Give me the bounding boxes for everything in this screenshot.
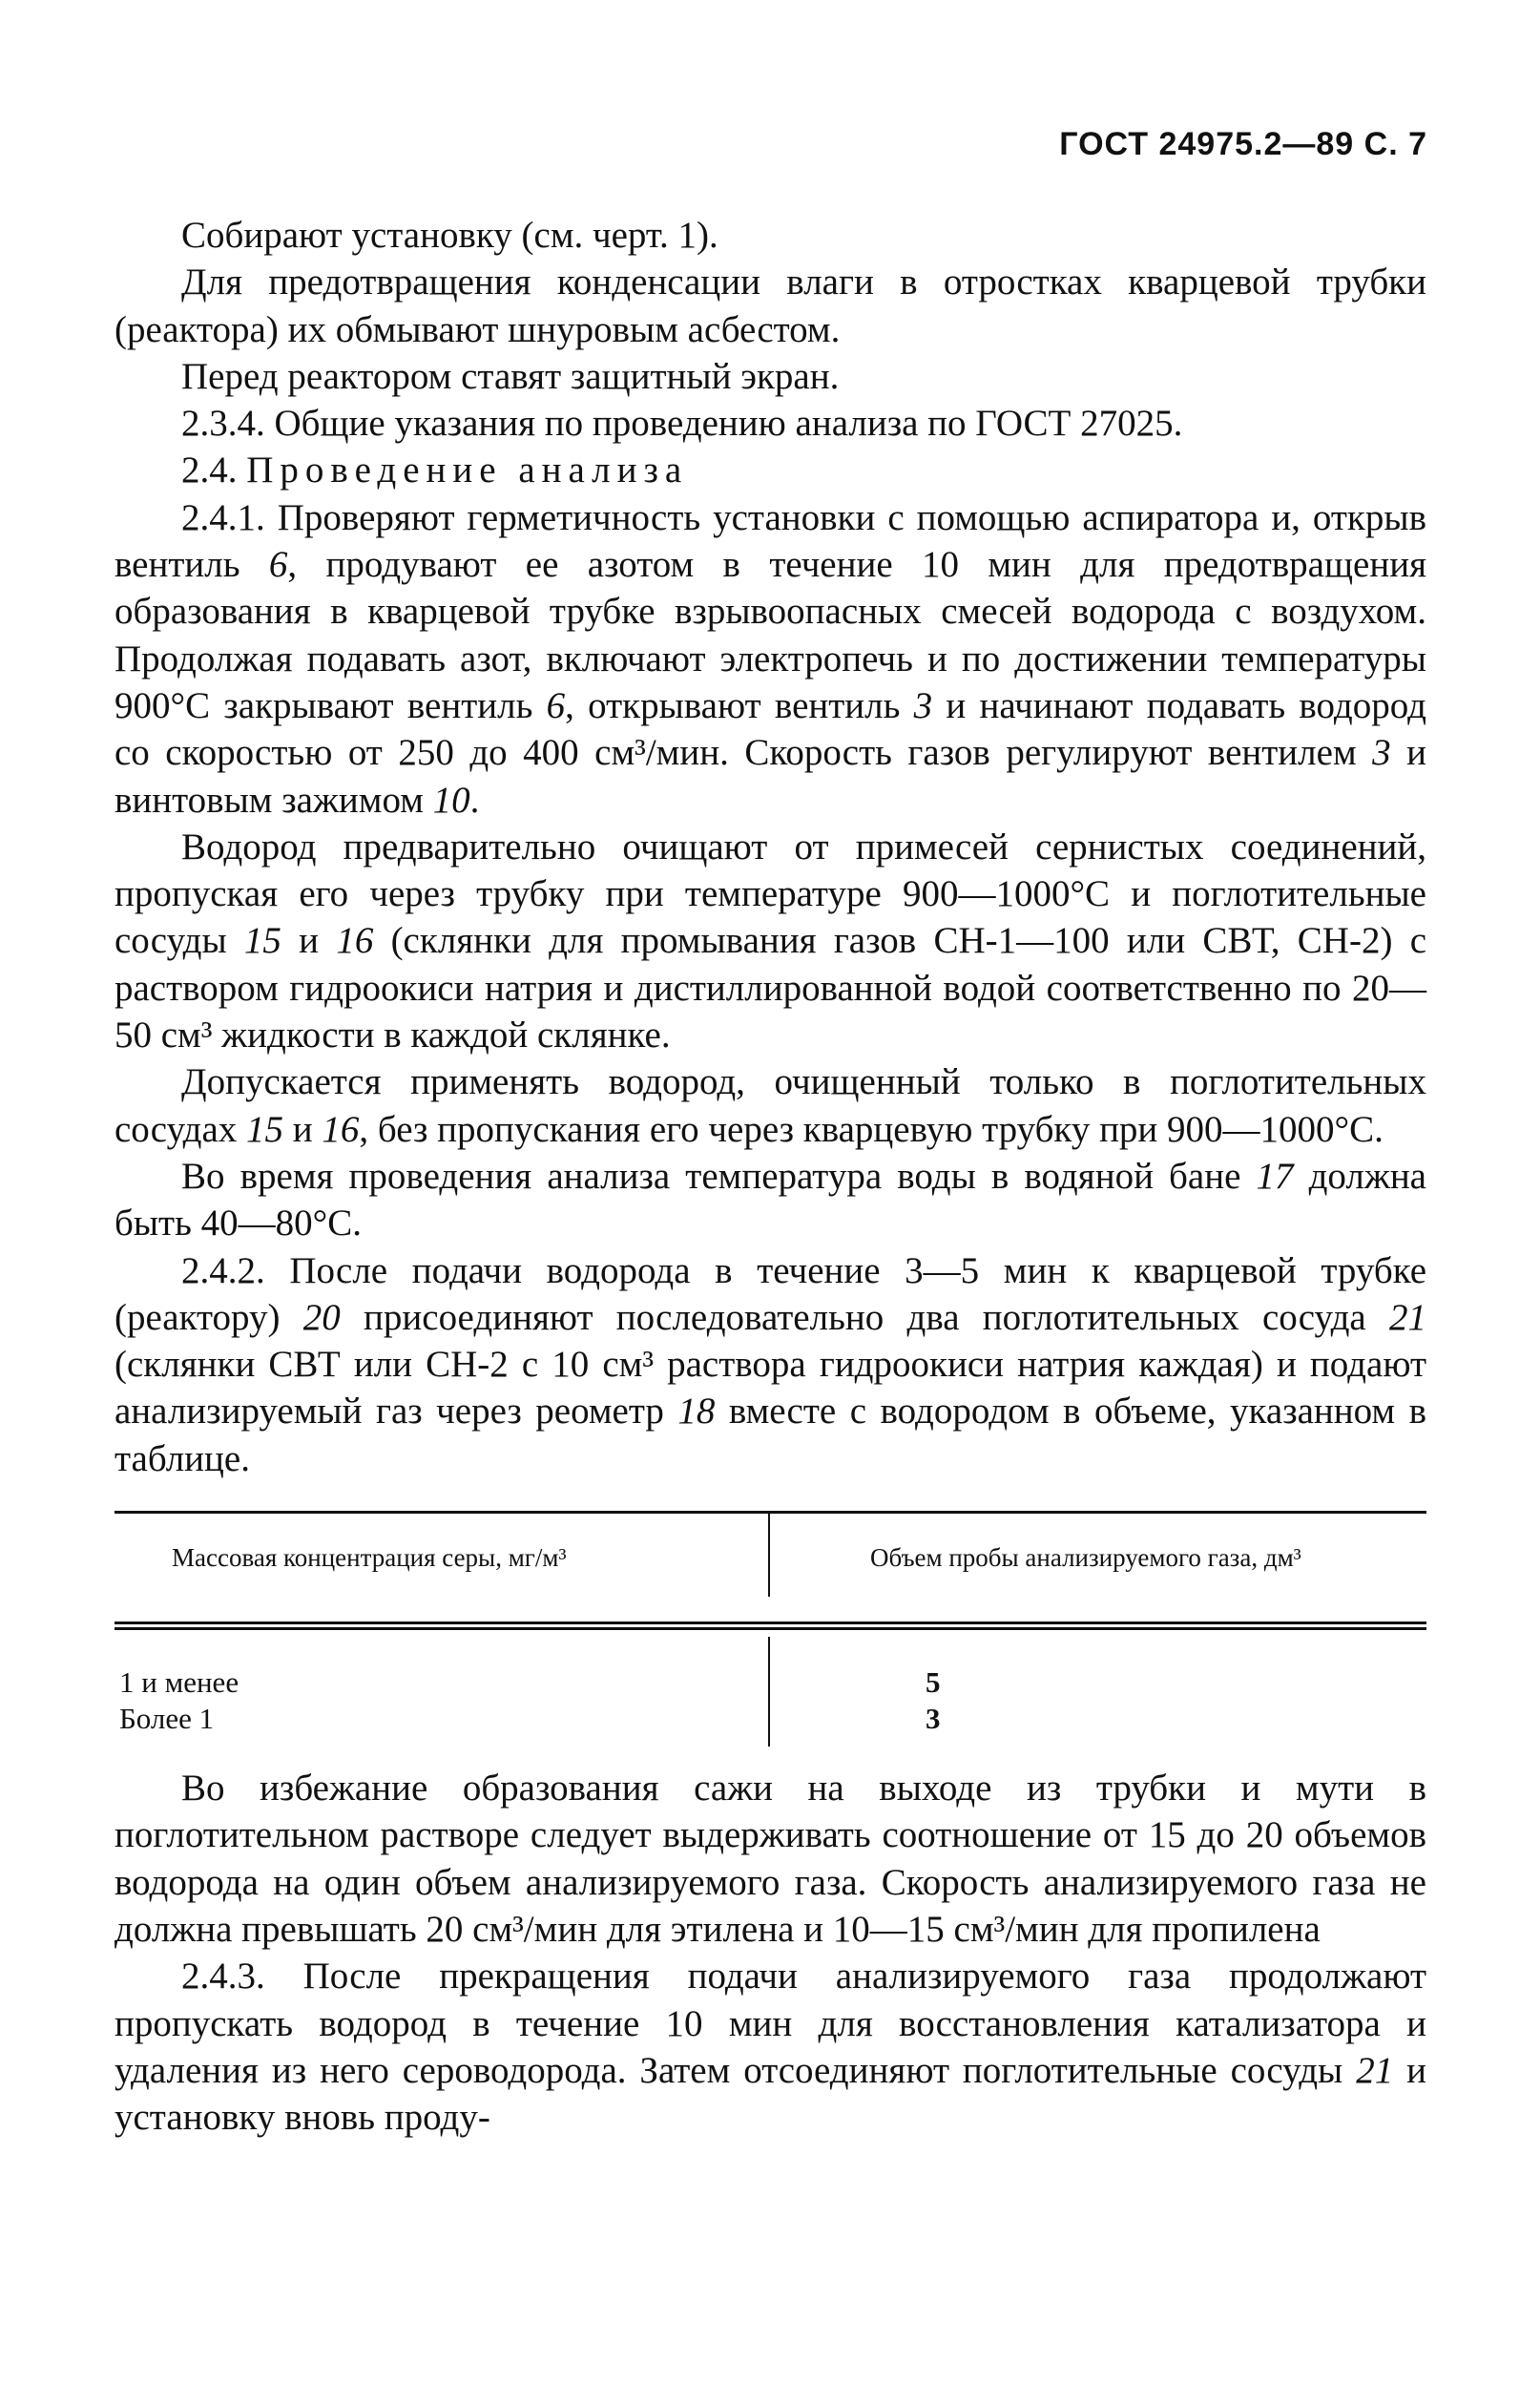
body-text bbox=[114, 212, 1426, 2141]
table-cell: 5 bbox=[926, 1665, 941, 1700]
ref-number: 3 bbox=[913, 684, 933, 726]
ref-number: 18 bbox=[677, 1391, 716, 1433]
ref-number: 10 bbox=[432, 779, 470, 821]
ref-number: 21 bbox=[1356, 2049, 1394, 2091]
ref-number: 6 bbox=[268, 544, 288, 586]
column-divider bbox=[768, 1637, 770, 1747]
page-header: ГОСТ 24975.2—89 С. 7 bbox=[1059, 126, 1427, 162]
table-header-rule bbox=[114, 1621, 1426, 1624]
paragraph: 2.4.3. После прекращения подачи анализируемого газа продолжают пропускать водород в течение 10 мин для восстановления катализатора и удаления из него сероводорода. Затем отсоединяют поглотительные сосуды 21 и установку вновь проду- bbox=[114, 1956, 1426, 2139]
ref-number: 17 bbox=[1256, 1155, 1294, 1197]
column-header-volume: Объем пробы анализируемого газа, дм³ bbox=[870, 1543, 1301, 1573]
column-header-concentration: Массовая концентрация серы, мг/м³ bbox=[172, 1543, 567, 1573]
ref-number: 20 bbox=[302, 1296, 341, 1338]
paragraph: 2.3.4. Общие указания по проведению анализа по ГОСТ 27025. bbox=[181, 403, 1183, 445]
section-heading bbox=[114, 447, 1426, 493]
ref-number: 15 bbox=[246, 1108, 284, 1150]
column-divider bbox=[768, 1511, 770, 1597]
paragraph: Перед реактором ставят защитный экран. bbox=[181, 355, 840, 397]
section-number: 2.4. bbox=[181, 450, 238, 492]
table-cell: 1 и менее bbox=[119, 1665, 239, 1700]
paragraph: Во избежание образования сажи на выходе из трубки и мути в поглотительном растворе следует выдерживать соотношение от 15 до 20 объемов водорода на один объем анализируемого газа. Скорость анализируемого газа не должна превышать 20 см³/мин для этилена и 10—15 см³/мин для пропилена bbox=[114, 1768, 1426, 1950]
ref-number: 16 bbox=[336, 920, 374, 962]
table-header-rule bbox=[114, 1627, 1426, 1630]
paragraph: Допускается применять водород, очищенный только в поглотительных сосудах 15 и 16, без пропускания его через кварцевую трубку при 900—1000°С. bbox=[114, 1061, 1426, 1150]
paragraph: Собирают установку (см. черт. 1). bbox=[181, 215, 718, 256]
table-cell: 3 bbox=[926, 1702, 941, 1736]
paragraph: 2.4.2. После подачи водорода в течение 3—5 мин к кварцевой трубке (реактору) 20 присоединяют последовательно два поглотительных сосуда 21 (склянки СВТ или СН-2 с 10 см³ раствора гидроокиси натрия каждая) и подают анализируемый газ через реометр 18 вместе с водородом в объеме, указанном в таблице. bbox=[114, 1249, 1426, 1479]
ref-number: 15 bbox=[243, 920, 281, 962]
paragraph: Для предотвращения конденсации влаги в отростках кварцевой трубки (реактора) их обмывают шнуровым асбестом. bbox=[114, 262, 1426, 350]
table-cell: Более 1 bbox=[119, 1702, 215, 1736]
ref-number: 21 bbox=[1389, 1296, 1426, 1338]
ref-number: 3 bbox=[1372, 732, 1391, 774]
ref-number: 6 bbox=[546, 684, 566, 726]
table-top-rule bbox=[114, 1511, 1426, 1514]
data-table bbox=[114, 1492, 1426, 1747]
paragraph: Во время проведения анализа температура воды в водяной бане 17 должна быть 40—80°С. bbox=[114, 1155, 1426, 1245]
section-title: Проведение анализа bbox=[246, 450, 689, 492]
ref-number: 16 bbox=[322, 1108, 360, 1150]
paragraph: Водород предварительно очищают от примесей сернистых соединений, пропуская его через трубку при температуре 900—1000°С и поглотительные сосуды 15 и 16 (склянки для промывания газов СН-1—100 или СВТ, СН-2) с раствором гидроокиси натрия и дистиллированной водой соответственно по 20—50 см³ жидкости в каждой склянке. bbox=[114, 826, 1426, 1057]
paragraph: 2.4.1. Проверяют герметичность установки с помощью аспиратора и, открыв вентиль 6, продувают ее азотом в течение 10 мин для предотвращения образования в кварцевой трубке взрывоопасных смесей водорода с воздухом. Продолжая подавать азот, включают электропечь и по достижении температуры 900°С закрывают вентиль 6, открывают вентиль 3 и начинают подавать водород со скоростью от 250 до 400 см³/мин. Скорость газов регулируют вентилем 3 и винтовым зажимом 10. bbox=[114, 496, 1427, 821]
